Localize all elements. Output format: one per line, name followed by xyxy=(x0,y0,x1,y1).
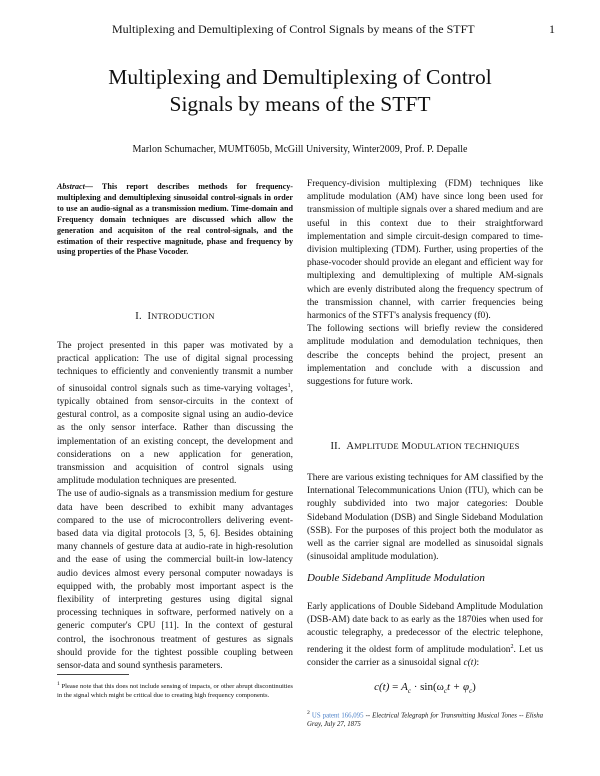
introduction-body xyxy=(57,340,293,673)
abstract-text: This report describes methods for frequency-multiplexing and demultiplexing sinusoidal control-signals in order to use an audio-signal as a transmission medium. Time-domain and Frequency domain techniques are discussed which allow the generation and acquisiton of the real control-signals, and the estimation of their respective magnitude, phase and frequency by using properties of the Phase Vocoder. xyxy=(57,182,293,257)
subsection-heading-dsb-am: Double Sideband Amplitude Modulation xyxy=(307,572,485,584)
paper-title xyxy=(0,64,600,118)
section-heading-introduction: I. INTRODUCTION xyxy=(135,311,215,322)
patent-link[interactable]: US patent 166,095 xyxy=(311,712,364,720)
outline-paragraph: The following sections will briefly review the considered amplitude modulation and demodulation techniques, then describe the concepts behind the project, present an implementation and conclude with a discussion and suggestions for future work. xyxy=(307,324,543,388)
author-line: Marlon Schumacher, MUMT605b, McGill University, Winter2009, Prof. P. Depalle xyxy=(132,144,468,155)
footnote-2: $^2$ US patent 166,095 -- Electrical Telegraph for Transmitting Musical Tones -- Elisha Gray, July 27, 1875 xyxy=(307,710,543,729)
carrier-equation: $c(t) = A_c \cdot \sin(\omega_ct + \varphi_c)$ xyxy=(374,681,476,696)
title-line-2: Signals by means of the STFT xyxy=(169,92,431,116)
am-techniques-paragraph: There are various existing techniques for AM classified by the International Telecommunications Union (ITU), which can be roughly subdivided into two major categories: Double Sideband Modulation (DSB) and Single Sideband Modulation (SSB). For the purposes of this project both the modulator as well as the carrier signal are modelled as sinusoidal signals (sinusoidal amplitude modulation). xyxy=(307,473,543,563)
intro-paragraph-2: The use of audio-signals as a transmission medium for gesture data have been described to exhibit many advantages compared to the use of microcontrollers delivering event-based data via digital protocols [3, 5, 6]. Besides obtaining many channels of gesture data at audio-rate in high-resolution and the ease of using the commercial built-in low-latency audio devices almost every personal computer nowadays is equipped with, the probably most important aspect is the flexibility of interpreting gestures using digital signal processing techniques in software, performed natively on a generic computer's CPU [11]. In the context of gestural control, the isochronous treatment of gestures as signals should provide for the tightest possible coupling between sensor-data and sound synthesis parameters. xyxy=(57,489,293,671)
section-heading-am-techniques: II. AMPLITUDE MODULATION TECHNIQUES xyxy=(330,441,520,452)
page-number: 1 xyxy=(549,22,555,36)
footnote-1: $^1$ Please note that this does not include sensing of impacts, or other abrupt discontinuities in the signal which might be critical due to creating high frequency components. xyxy=(57,681,293,700)
abstract-label: Abstract— xyxy=(57,182,93,191)
dsb-am-paragraph: Early applications of Double Sideband Amplitude Modulation (DSB-AM) date back to as early as the 1870ies when used for acoustic telegraphy, a predecessor of the electric telephone, rendering it the oldest form of amplitude modulation$^2$. Let us consider the carrier as a sinusoidal signal c(t): xyxy=(307,602,543,668)
right-intro-text xyxy=(307,178,543,389)
abstract xyxy=(57,182,293,258)
fdm-paragraph: Frequency-division multiplexing (FDM) techniques like amplitude modulation (AM) have since long been used for transmission of multiple signals over a shared medium and are useful in this context due to their straightforward implementation and simple circuit-design compared to time-division multiplexing (TDM). Further, using properties of the phase-vocoder should provide an elegant and efficient way for multiplexing and demultiplexing of multiple AM-signals which are evenly distributed along the frequency spectrum of the transmission channel, with carrier frequencies being harmonics of the STFT's analysis frequency (f0). xyxy=(307,179,543,322)
footnote-rule xyxy=(57,674,129,675)
intro-paragraph-1: The project presented in this paper was motivated by a practical application: The use of digital signal processing techniques to efficiently and conveniently transmit a number of sinusoidal control signals such as time-varying voltages$^1$, typically obtained from sensor-circuits in the context of gestural control, as a composite signal using an audio-device as the only sensor interface. Rather than discussing the implementation of an existing concept, the development and considerations on a new application for generation, transmission and acquisition of control signals using amplitude modulation techniques are presented. xyxy=(57,341,293,487)
running-header: Multiplexing and Demultiplexing of Control Signals by means of the STFT xyxy=(112,22,475,36)
title-line-1: Multiplexing and Demultiplexing of Control xyxy=(108,65,492,89)
